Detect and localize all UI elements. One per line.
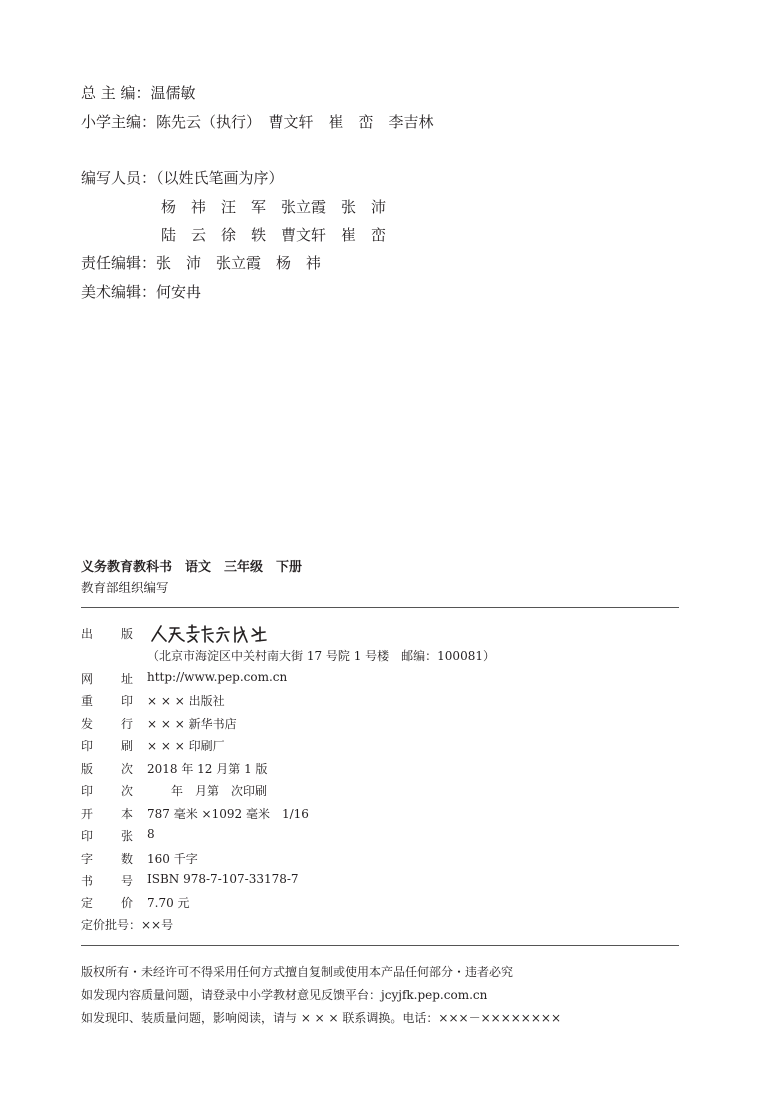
imprint-label-a: 重	[81, 694, 94, 708]
print-feedback-notice: 如发现印、装质量问题，影响阅读，请与 × × × 联系调换。电话：×××－××××××××	[81, 1011, 562, 1025]
format-value: 787 毫米 ×1092 毫米 1/16	[147, 807, 309, 821]
imprint-label-b: 张	[121, 829, 134, 843]
imprint-label-a: 字	[81, 852, 94, 866]
imprint-label-a: 开	[81, 807, 94, 821]
isbn-value: ISBN 978-7-107-33178-7	[147, 872, 299, 886]
imprint-label-b: 印	[121, 694, 134, 708]
bottom-divider	[81, 945, 679, 946]
printing-value: × × × 印刷厂	[147, 739, 225, 753]
reprint-value: × × × 出版社	[147, 694, 225, 708]
price-approval: 定价批号：××号	[81, 918, 174, 932]
price-value: 7.70 元	[147, 896, 190, 910]
compiled-by: 教育部组织编写	[81, 580, 169, 595]
art-editor-line: 美术编辑：何安冉	[81, 283, 202, 301]
imprint-label-b: 址	[121, 672, 134, 686]
imprint-label-b: 行	[121, 717, 134, 731]
imprint-label-b: 刷	[121, 739, 134, 753]
imprint-label-a: 出	[81, 627, 94, 641]
top-divider	[81, 607, 679, 608]
imprint-label-a: 发	[81, 717, 94, 731]
sheets-value: 8	[147, 827, 155, 841]
wordcount-value: 160 千字	[147, 852, 198, 866]
imprint-label-b: 数	[121, 852, 134, 866]
publisher-address: （北京市海淀区中关村南大街 17 号院 1 号楼 邮编：100081）	[147, 649, 495, 663]
imprint-label-a: 印	[81, 784, 94, 798]
imprint-label-a: 印	[81, 829, 94, 843]
imprint-label-a: 网	[81, 672, 94, 686]
imprint-label-b: 价	[121, 896, 134, 910]
edition-value: 2018 年 12 月第 1 版	[147, 762, 268, 776]
book-title: 义务教育教科书 语文 三年级 下册	[81, 560, 303, 575]
writers-line-2: 陆 云 徐 轶 曹文轩 崔 峦	[161, 226, 387, 244]
imprint-label-b: 号	[121, 874, 134, 888]
impression-value: 年 月第 次印刷	[147, 784, 268, 798]
chief-editor-line: 总 主 编：温儒敏	[81, 84, 196, 102]
imprint-label-a: 印	[81, 739, 94, 753]
primary-editor-line: 小学主编：陈先云（执行） 曹文轩 崔 峦 李吉林	[81, 113, 434, 131]
imprint-label-b: 版	[121, 627, 134, 641]
website-value: http://www.pep.com.cn	[147, 670, 288, 684]
imprint-label-a: 定	[81, 896, 94, 910]
responsible-editors-line: 责任编辑：张 沛 张立霞 杨 祎	[81, 254, 322, 272]
publisher-logo	[149, 623, 269, 645]
copyright-notice: 版权所有・未经许可不得采用任何方式擅自复制或使用本产品任何部分・违者必究	[81, 965, 514, 979]
writers-label: 编写人员：（以姓氏笔画为序）	[81, 169, 284, 187]
imprint-label-b: 次	[121, 784, 134, 798]
writers-line-1: 杨 祎 汪 军 张立霞 张 沛	[161, 198, 387, 216]
imprint-label-b: 次	[121, 762, 134, 776]
imprint-label-a: 书	[81, 874, 94, 888]
content-feedback-notice: 如发现内容质量问题，请登录中小学教材意见反馈平台：jcyjfk.pep.com.cn	[81, 988, 488, 1002]
distribution-value: × × × 新华书店	[147, 717, 237, 731]
imprint-label-a: 版	[81, 762, 94, 776]
imprint-label-b: 本	[121, 807, 134, 821]
